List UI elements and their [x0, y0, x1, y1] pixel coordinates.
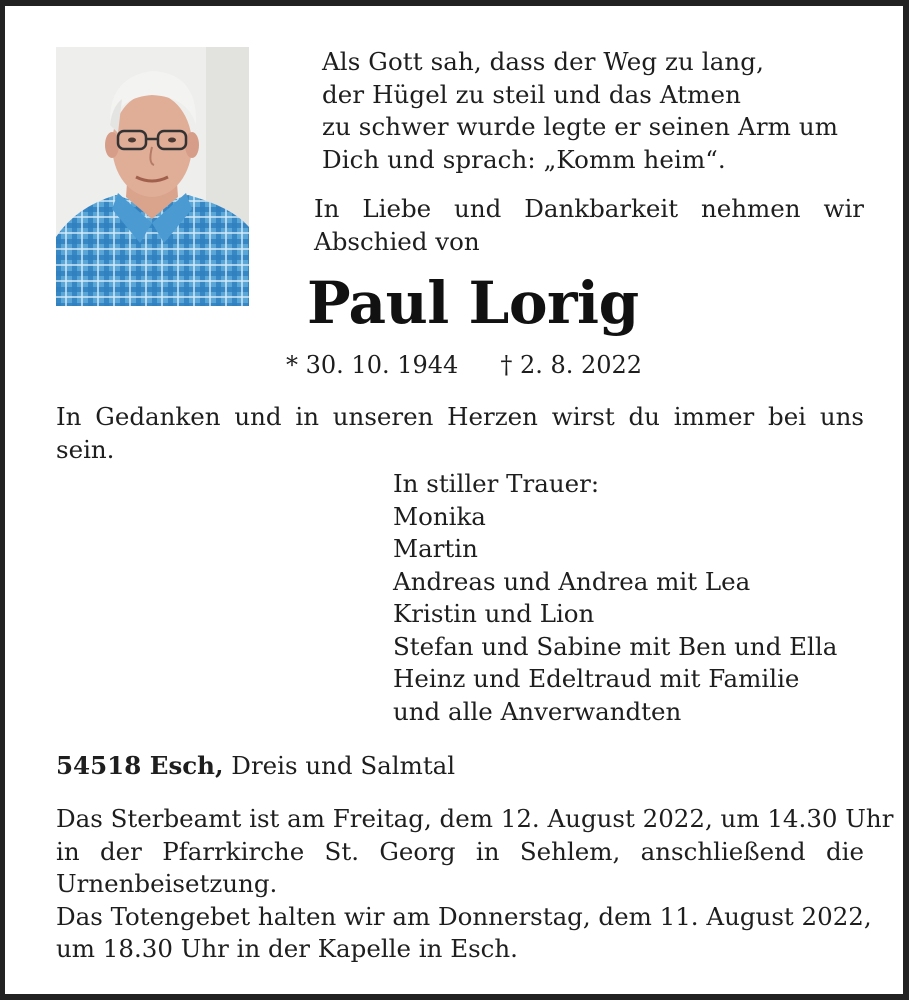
mourner-entry: Stefan und Sabine mit Ben und Ella [393, 631, 838, 661]
place-main: 54518 Esch, [56, 751, 224, 780]
birth-date: * 30. 10. 1944 [286, 351, 459, 379]
farewell-intro [314, 193, 864, 258]
mourner-entry: Andreas und Andrea mit Lea [393, 566, 751, 596]
place-rest: Dreis und Salmtal [231, 751, 456, 780]
memorial-poem [322, 46, 838, 176]
mourners-list [393, 468, 837, 728]
service-line: Urnenbeisetzung. [56, 869, 278, 898]
remembrance-text [56, 401, 864, 466]
remembrance-line: sein. [56, 434, 115, 464]
poem-line: der Hügel zu steil und das Atmen [322, 79, 741, 109]
mourner-entry: Kristin und Lion [393, 599, 595, 628]
service-line: Das Sterbeamt ist am Freitag, dem 12. August 2022, um 14.30 Uhr [56, 804, 894, 833]
mourner-entry: Martin [393, 534, 478, 563]
mourners-heading: In stiller Trauer: [393, 469, 600, 498]
remembrance-line: In Gedanken und in unseren Herzen wirst du immer bei uns [56, 402, 864, 431]
service-info [56, 803, 894, 966]
intro-line: Abschied von [314, 226, 480, 256]
deceased-name: Paul Lorig [307, 269, 639, 337]
poem-line: Dich und sprach: „Komm heim“. [322, 144, 726, 174]
poem-line: zu schwer wurde legte er seinen Arm um [322, 112, 839, 141]
service-line: Das Totengebet halten wir am Donnerstag, dem 11. August 2022, [56, 901, 872, 931]
poem-line: Als Gott sah, dass der Weg zu lang, [322, 47, 764, 76]
intro-line: In Liebe und Dankbarkeit nehmen wir [314, 194, 864, 223]
place-line [56, 750, 455, 783]
mourner-entry: Heinz und Edeltraud mit Familie [393, 664, 800, 693]
portrait-photo [56, 47, 249, 306]
service-line: in der Pfarrkirche St. Georg in Sehlem, anschließend die [56, 836, 864, 866]
death-date: † 2. 8. 2022 [500, 351, 643, 379]
mourner-entry: und alle Anverwandten [393, 696, 682, 726]
life-dates [286, 349, 642, 381]
mourner-entry: Monika [393, 501, 486, 531]
service-line: um 18.30 Uhr in der Kapelle in Esch. [56, 934, 518, 963]
